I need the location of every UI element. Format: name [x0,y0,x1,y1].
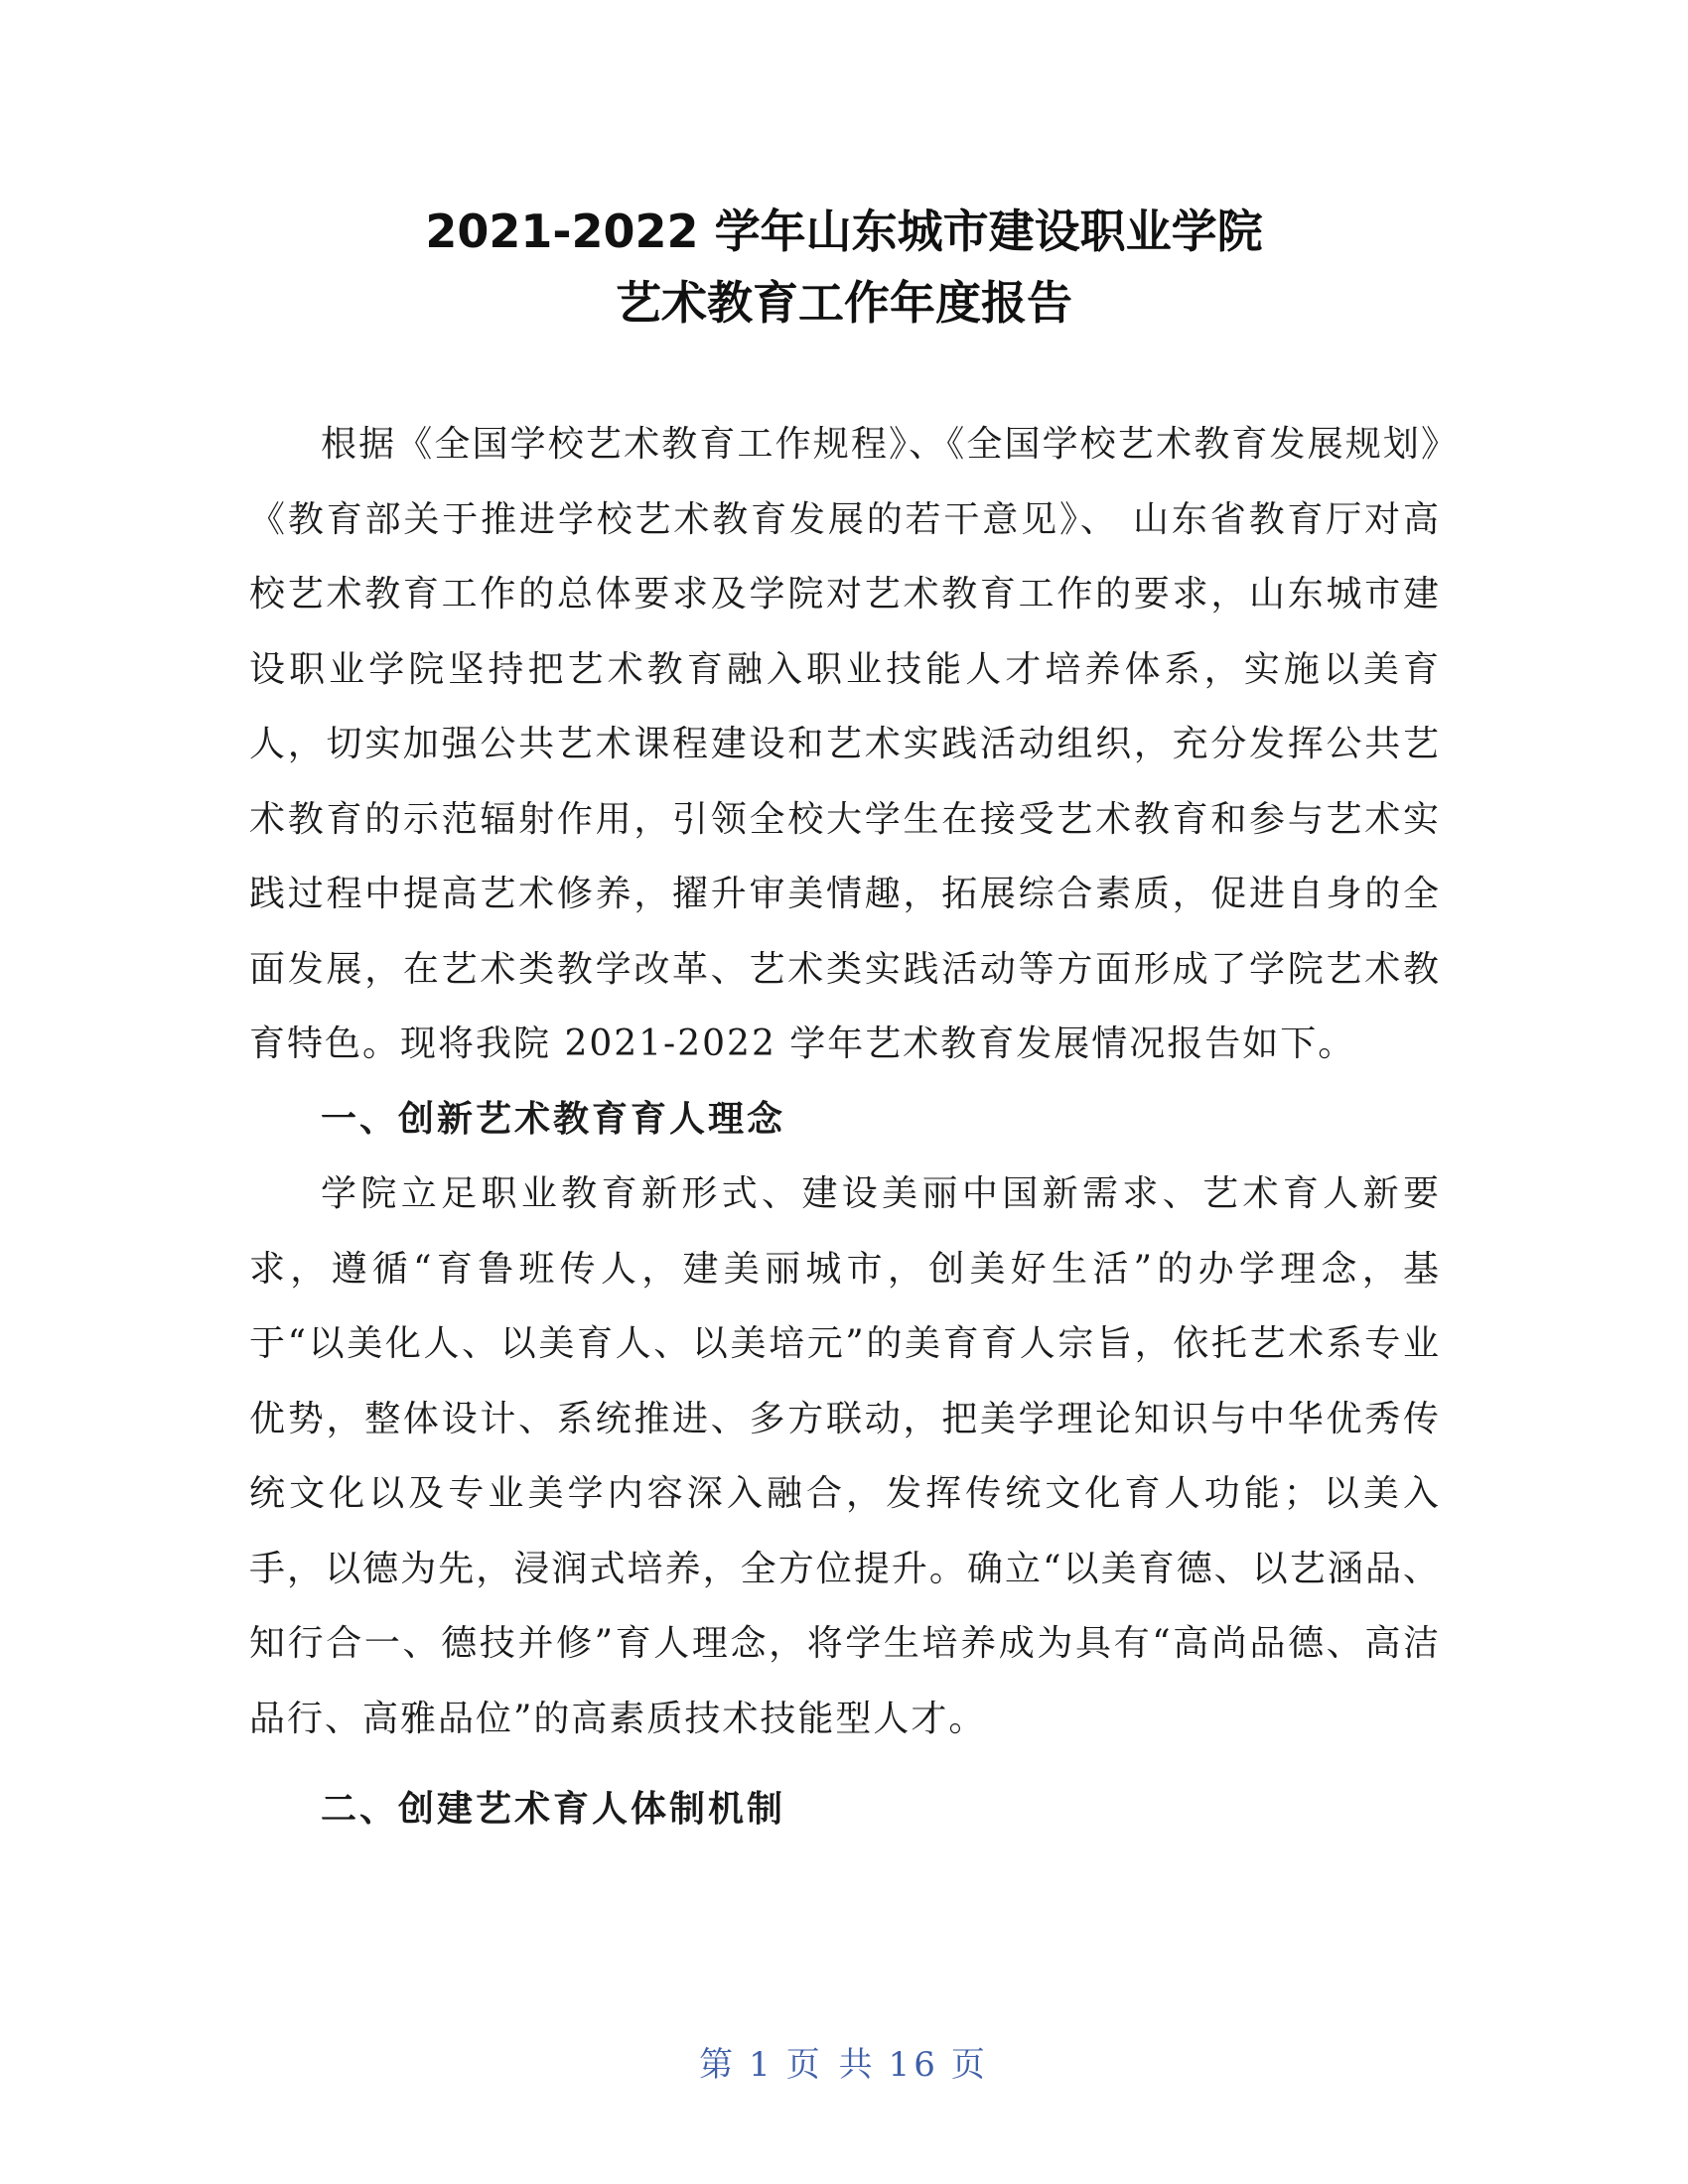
footer-middle: 页 共 [785,2045,877,2085]
document-body [249,407,1441,1847]
footer-page-number: 1 [749,2045,774,2085]
footer-prefix: 第 [699,2045,738,2085]
footer-suffix: 页 [950,2045,989,2085]
document-title-line1: 2021-2022 学年山东城市建设职业学院 [425,205,1263,258]
intro-paragraph: 根据《全国学校艺术教育工作规程》、《全国学校艺术教育发展规划》《教育部关于推进学校艺术教育发展的若干意见》、 山东省教育厅对高校艺术教育工作的总体要求及学院对艺术教育工作的要求，山东城市建设职业学院坚持把艺术教育融入职业技能人才培养体系，实施以美育人，切实加强公共艺术课程建设和艺术实践活动组织，充分发挥公共艺术教育的示范辐射作用，引领全校大学生在接受艺术教育和参与艺术实践过程中提高艺术修养，擢升审美情趣，拓展综合素质，促进自身的全面发展，在艺术类教学改革、艺术类实践活动等方面形成了学院艺术教育特色。现将我院 2021-2022 学年艺术教育发展情况报告如下。 [249,424,1441,1064]
page-footer [0,2037,1688,2086]
section-1-paragraph: 学院立足职业教育新形式、建设美丽中国新需求、艺术育人新要求，遵循“育鲁班传人，建美丽城市，创美好生活”的办学理念，基于“以美化人、以美育人、以美培元”的美育育人宗旨，依托艺术系专业优势，整体设计、系统推进、多方联动，把美学理论知识与中华优秀传统文化以及专业美学内容深入融合，发挥传统文化育人功能；以美入手，以德为先，浸润式培养，全方位提升。确立“以美育德、以艺涵品、知行合一、德技并修”育人理念，将学生培养成为具有“高尚品德、高洁品行、高雅品位”的高素质技术技能型人才。 [249,1173,1441,1739]
footer-total-pages: 16 [888,2045,939,2085]
section-heading-2: 二、创建艺术育人体制机制 [321,1788,786,1830]
document-title-line2: 艺术教育工作年度报告 [616,276,1072,330]
section-heading-1: 一、创新艺术教育育人理念 [321,1097,786,1140]
